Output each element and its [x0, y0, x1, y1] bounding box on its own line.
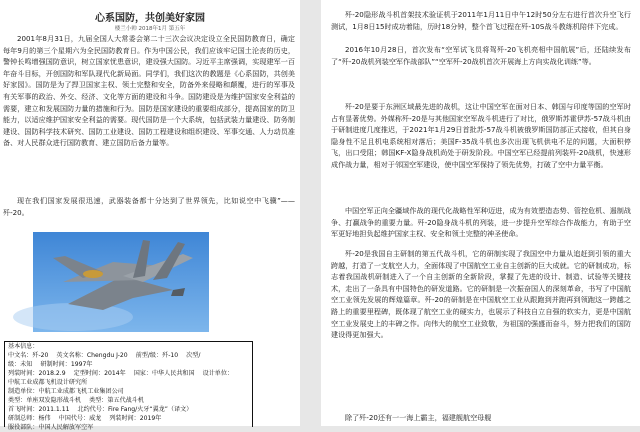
- info-field: 研制总师：杨伟: [8, 415, 51, 422]
- info-field: 服役部队：中国人民解放军空军: [8, 424, 94, 431]
- body-paragraph-6: 中国空军正向全疆域作战的现代化战略性军种迈进，成为有效塑造态势、管控危机、遏制战争、打赢战争的重要力量。歼-20隐身战斗机的列装，进一步提升空军综合作战能力，有助于空军更好地担负起维护国家主权、安全和领土完整的神圣使命。: [331, 206, 631, 239]
- body-paragraph-8: 除了歼-20还有一一海上霸主，福建舰航空母舰: [345, 413, 492, 422]
- body-paragraph-5: 歼-20是要于东洲区域最先进的战机，这让中国空军在面对日本、韩国与印度等国的空军时占有显著优势。外媒称歼-20是与其他国家空军战斗机进行了对比，俄罗斯苏霍伊苏-57战斗机由于研制进度几度推迟，于2021年1月29日首批苏-57战斗机被俄罗斯国防部正式接收，但其自身隐身性不足且机电系统相对落后；美国F-35战斗机也多次出现飞机供电不足的问题，大面积停飞，出口受阻；韩国KF-X隐身战机尚处于研发阶段。中国空军已经提前列装歼-20战机，快速形成作战力量，相对于邻国空军建设，使中国空军保持了领先优势，打破了空中力量平衡。: [331, 102, 631, 169]
- specs-info-box: [4, 341, 253, 431]
- info-line: [8, 342, 249, 351]
- info-field: 制造单位：中航工业成都飞机工业集团公司: [8, 388, 124, 395]
- body-paragraph-2: 现在我们国家发展很迅速，武器装备都十分达到了世界领先，比如说空中飞骥”——歼-20。: [3, 196, 295, 217]
- info-field: 列装时间：2018.2.9: [8, 370, 66, 377]
- info-field: 列装时间：2019年: [109, 415, 162, 422]
- info-line: [8, 351, 249, 360]
- info-field: 中文名：歼-20: [8, 352, 49, 359]
- body-paragraph-1: 2001年8月31日，九届全国人大常委会第二十三次会议决定设立全民国防教育日，确定每年9月的第三个星期六为全民国防教育日。作为中国公民，我们应该牢记国土沦丧的历史，警钟长鸣增强国防意识，树立国家忧患意识，建设强大国防。习近平主席强调，实现建军一百年奋斗目标，开创国防和军队现代化新局面。同学们，我们这次的教题是《心系国防，共创美好家园》。国防是为了捍卫国家主权、领土完整和安全，防备外来侵略和颠覆，进行的军事及有关军事的政治、外交、经济、文化等方面的建设和斗争。国防建设是为维护国家安全利益的需要，建立和发展国防力量的措施和行为。国防是国家建设的重要组成部分，提高国家的防卫能力，以适应维护国家安全利益的需要。现代国防是一个大系统，包括武装力量建设、防务制建设、国防科学技术研究、国防工业建设、国防工程建设和组织建设、军事交通、人力动员准备、对人民群众进行国防教育、建立国防后备力量等。: [3, 34, 295, 148]
- info-field: 定型时间：2014年: [73, 370, 126, 377]
- page-title: 心系国防，共创美好家园: [95, 13, 205, 24]
- info-field: 前型/级：歼-10: [135, 352, 179, 359]
- document-page-left: [0, 0, 300, 431]
- info-field: 中航工业成都飞机设计研究所: [8, 379, 88, 386]
- info-field: 类型：单座双发隐形战斗机: [8, 397, 82, 404]
- info-field: 国家：中华人民共和国: [133, 370, 195, 377]
- info-field: 北约代号：Fire Fang/火牙“翼龙”（译文）: [77, 406, 193, 413]
- info-field: 研制时间：1997年: [40, 361, 93, 368]
- author-byline: 楼兰小帅 2018年1月 第五年: [114, 26, 186, 32]
- info-line: [8, 360, 249, 369]
- body-paragraph-4: 2016年10月28日，首次发布“空军试飞员将驾歼-20飞机亮相中国航展”后，还陆续发布了“歼-20战机列装空军作战部队”“空军歼-20战机首次开展海上方向实战化训练”等。: [331, 45, 631, 66]
- body-paragraph-7: 歼-20是我国自主研制的第五代战斗机，它的研制实现了我国空中力量从追赶到引领的重大跨越，打造了一支航空人力，全面体现了中国航空工业自主创新的巨大成就。它的研制成功，标志着我国战机研制进入了一个自主创新的全新阶段，掌握了先进的设计、制造、试验等关键技术，走出了一条具有中国特色的研发道路。它的研制是一次振奋国人的深刻革命，书写了中国航空工业领先发展的辉煌篇章。歼-20的研制是在中国航空工业从跟跑到并跑再到领跑这一跨越之路上的重要里程碑，既体现了航空工业的硬实力，也展示了科技自立自强的软实力，更是中国航空工业发展史上的丰碑之作。向伟大的航空工业致敬，为祖国的强盛而奋斗，努力把我们的国防建设得更加强大。: [331, 249, 631, 340]
- info-line: [8, 378, 249, 387]
- info-field: 中国代号：威龙: [58, 415, 102, 422]
- info-line: [8, 405, 249, 414]
- page-gutter: [300, 0, 321, 426]
- info-line: [8, 396, 249, 405]
- fighter-jet-photo: [33, 232, 209, 332]
- info-line: [8, 387, 249, 396]
- info-field: 英文名称：Chengdu J-20: [56, 352, 128, 359]
- info-line: [8, 423, 249, 432]
- info-field: 级：未知: [8, 361, 33, 368]
- info-field: 首飞时间：2011.1.11: [8, 406, 70, 413]
- info-field: 次型/: [186, 352, 201, 359]
- body-paragraph-3: 歼-20隐形战斗机首架技术验证机于2011年1月11日中午12时50分左右进行首次升空飞行测试，1月8日15时成功着陆，历时18分钟，整个首飞过程在歼-10S战斗教练机陪伴下完成。: [331, 10, 631, 31]
- info-field: 设计单位：: [202, 370, 234, 377]
- info-field: 基本信息：: [8, 343, 39, 350]
- info-field: 类型：第五代战斗机: [89, 397, 144, 404]
- info-line: [8, 414, 249, 423]
- info-line: [8, 369, 249, 378]
- document-page-right: [321, 0, 640, 426]
